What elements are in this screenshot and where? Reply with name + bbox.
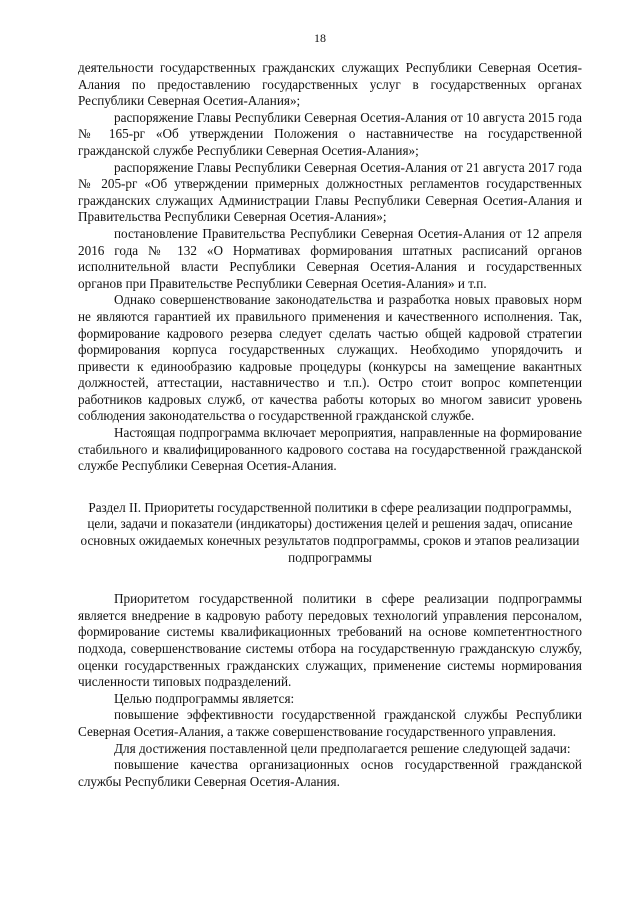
section-heading: Раздел II. Приоритеты государственной политики в сфере реализации подпрограммы, цели, задачи и показатели (индикаторы) достижения целей и решения задач, описание основных ожидаемых конечных результатов подпрограммы, сроков и этапов реализации подпрограммы (80, 499, 580, 565)
paragraph: Для достижения поставленной цели предполагается решение следующей задачи: (114, 740, 571, 756)
paragraph: распоряжение Главы Республики Северная Осетия-Алания от 21 августа 2017 года № 205-рг «Об утверждении примерных должностных регламентов государственных гражданских служащих Администрации Главы Республики Северная Осетия-Алания и Правительства Республики Северная Осетия-Алания»; (78, 159, 582, 225)
document-body (78, 60, 582, 790)
paragraph: Настоящая подпрограмма включает мероприятия, направленные на формирование стабильного и квалифицированного кадрового состава на государственной гражданской службе Республики Северная Осетия-Алания. (78, 425, 582, 474)
paragraph: Однако совершенствование законодательства и разработка новых правовых норм не являются гарантией их правильного применения и качественного исполнения. Так, формирование кадрового резерва следует сделать частью общей кадровой стратегии формирования корпуса государственных служащих. Необходимо упорядочить и привести к единообразию кадровые процедуры (конкурсы на замещение вакантных должностей, аттестации, наставничество и т.п.). Остро стоит вопрос компетенции работников кадровых служб, от качества работы которых во многом зависит уровень соблюдения законодательства о государственной гражданской службе. (78, 292, 582, 424)
paragraph: Целью подпрограммы является: (114, 690, 295, 706)
paragraph: Приоритетом государственной политики в сфере реализации подпрограммы является внедрение в кадровую работу передовых технологий управления персоналом, формирование системы квалификационных требований на основе компетентностного подхода, совершенствование системы отбора на государственную гражданскую службу, оценки государственных гражданских служащих, применение системы нормирования численности типовых подразделений. (78, 591, 582, 690)
paragraph: постановление Правительства Республики Северная Осетия-Алания от 12 апреля 2016 года № 132 «О Нормативах формирования штатных расписаний органов исполнительной власти Республики Северная Осетия-Алания и государственных органов при Правительстве Республики Северная Осетия-Алания» и т.п. (78, 225, 582, 291)
paragraph: деятельности государственных гражданских служащих Республики Северная Осетия-Алания по предоставлению государственных услуг в государственных органах Республики Северная Осетия-Алания»; (78, 60, 582, 109)
page-number: 18 (314, 31, 326, 45)
paragraph: повышение эффективности государственной гражданской службы Республики Северная Осетия-Алания, а также совершенствование государственного управления. (78, 707, 582, 739)
paragraph: распоряжение Главы Республики Северная Осетия-Алания от 10 августа 2015 года № 165-рг «Об утверждении Положения о наставничестве на государственной гражданской службе Республики Северная Осетия-Алания»; (78, 109, 582, 158)
paragraph: повышение качества организационных основ государственной гражданской службы Республики Северная Осетия-Алания. (78, 757, 582, 789)
